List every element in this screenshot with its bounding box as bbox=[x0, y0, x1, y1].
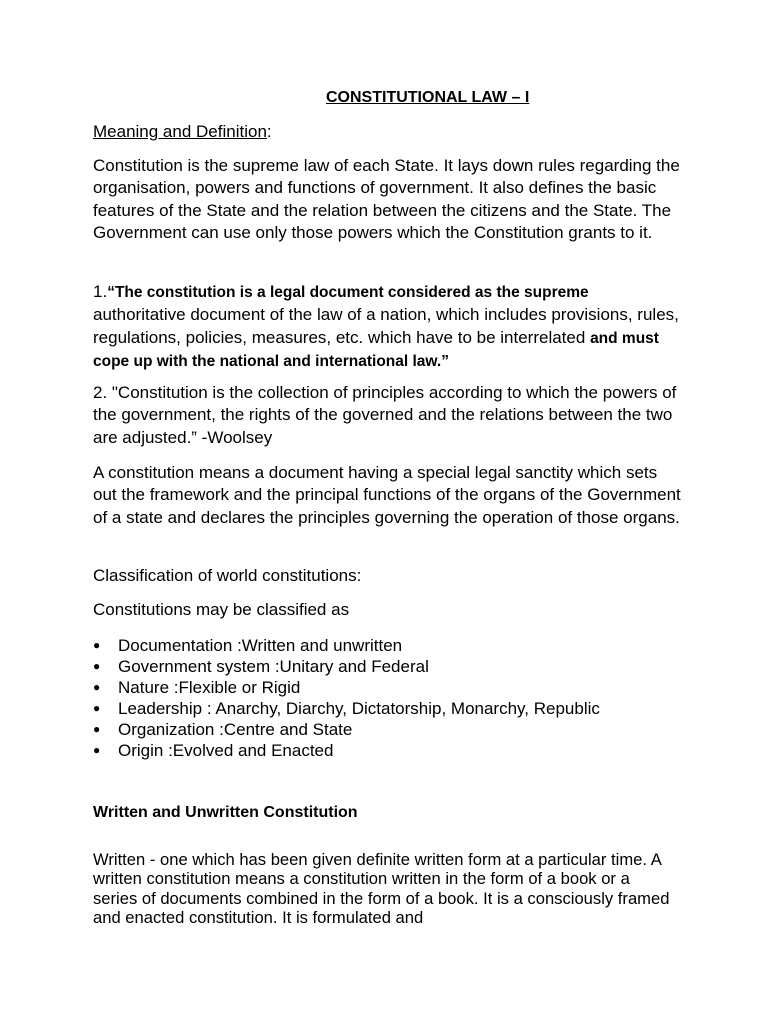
definition-1-tail: and must cope up with the national and international law.” bbox=[93, 329, 659, 371]
list-item-text: Leadership : Anarchy, Diarchy, Dictatorship, Monarchy, Republic bbox=[118, 699, 600, 718]
classification-intro: Constitutions may be classified as bbox=[93, 600, 350, 619]
list-item bbox=[93, 698, 600, 719]
definition-1-middle: authoritative document of the law of a nation, which includes provisions, rules, regulations, policies, measures, etc. which have to be interrelated bbox=[93, 305, 679, 347]
bullet-icon: ● bbox=[93, 722, 101, 736]
meaning-heading-line bbox=[93, 121, 272, 143]
written-unwritten-heading: Written and Unwritten Constitution bbox=[93, 804, 358, 821]
bullet-icon: ● bbox=[93, 638, 101, 652]
document-title: CONSTITUTIONAL LAW – I bbox=[326, 89, 530, 106]
definition-1-number: 1. bbox=[93, 282, 108, 301]
definition-2: 2. "Constitution is the collection of principles according to which the powers of the government, the rights of the governed and the relations between the two are adjusted.” -Woolsey bbox=[93, 383, 677, 447]
list-item bbox=[93, 656, 600, 677]
bullet-icon: ● bbox=[93, 680, 101, 694]
list-item bbox=[93, 677, 600, 698]
intro-paragraph: Constitution is the supreme law of each State. It lays down rules regarding the organisation, powers and functions of government. It also defines the basic features of the State and the relation between the citizens and the State. The Government can use only those powers which the Constitution grants to it. bbox=[93, 156, 680, 243]
classification-heading: Classification of world constitutions: bbox=[93, 566, 362, 585]
definition-1-lead: “The constitution is a legal document considered as the supreme bbox=[107, 284, 589, 301]
written-paragraph: Written - one which has been given definite written form at a particular time. A written constitution means a constitution written in the form of a book or a series of documents combined in the form of a book. It is a consciously framed and enacted constitution. It is formulated and bbox=[93, 850, 670, 927]
bullet-icon: ● bbox=[93, 701, 101, 715]
meaning-paragraph: A constitution means a document having a special legal sanctity which sets out the framework and the principal functions of the organs of the Government of a state and declares the principles governing the operation of those organs. bbox=[93, 463, 681, 527]
list-item bbox=[93, 635, 600, 656]
list-item bbox=[93, 719, 600, 740]
list-item-text: Government system :Unitary and Federal bbox=[118, 657, 429, 676]
list-item-text: Origin :Evolved and Enacted bbox=[118, 741, 334, 760]
bullet-icon: ● bbox=[93, 659, 101, 673]
list-item bbox=[93, 740, 600, 761]
list-item-text: Nature :Flexible or Rigid bbox=[118, 678, 301, 697]
definition-1 bbox=[93, 281, 683, 374]
meaning-heading: Meaning and Definition bbox=[93, 122, 267, 141]
list-item-text: Documentation :Written and unwritten bbox=[118, 636, 403, 655]
bullet-icon: ● bbox=[93, 743, 101, 757]
classification-list bbox=[93, 635, 600, 761]
list-item-text: Organization :Centre and State bbox=[118, 720, 353, 739]
meaning-heading-colon: : bbox=[266, 122, 272, 141]
